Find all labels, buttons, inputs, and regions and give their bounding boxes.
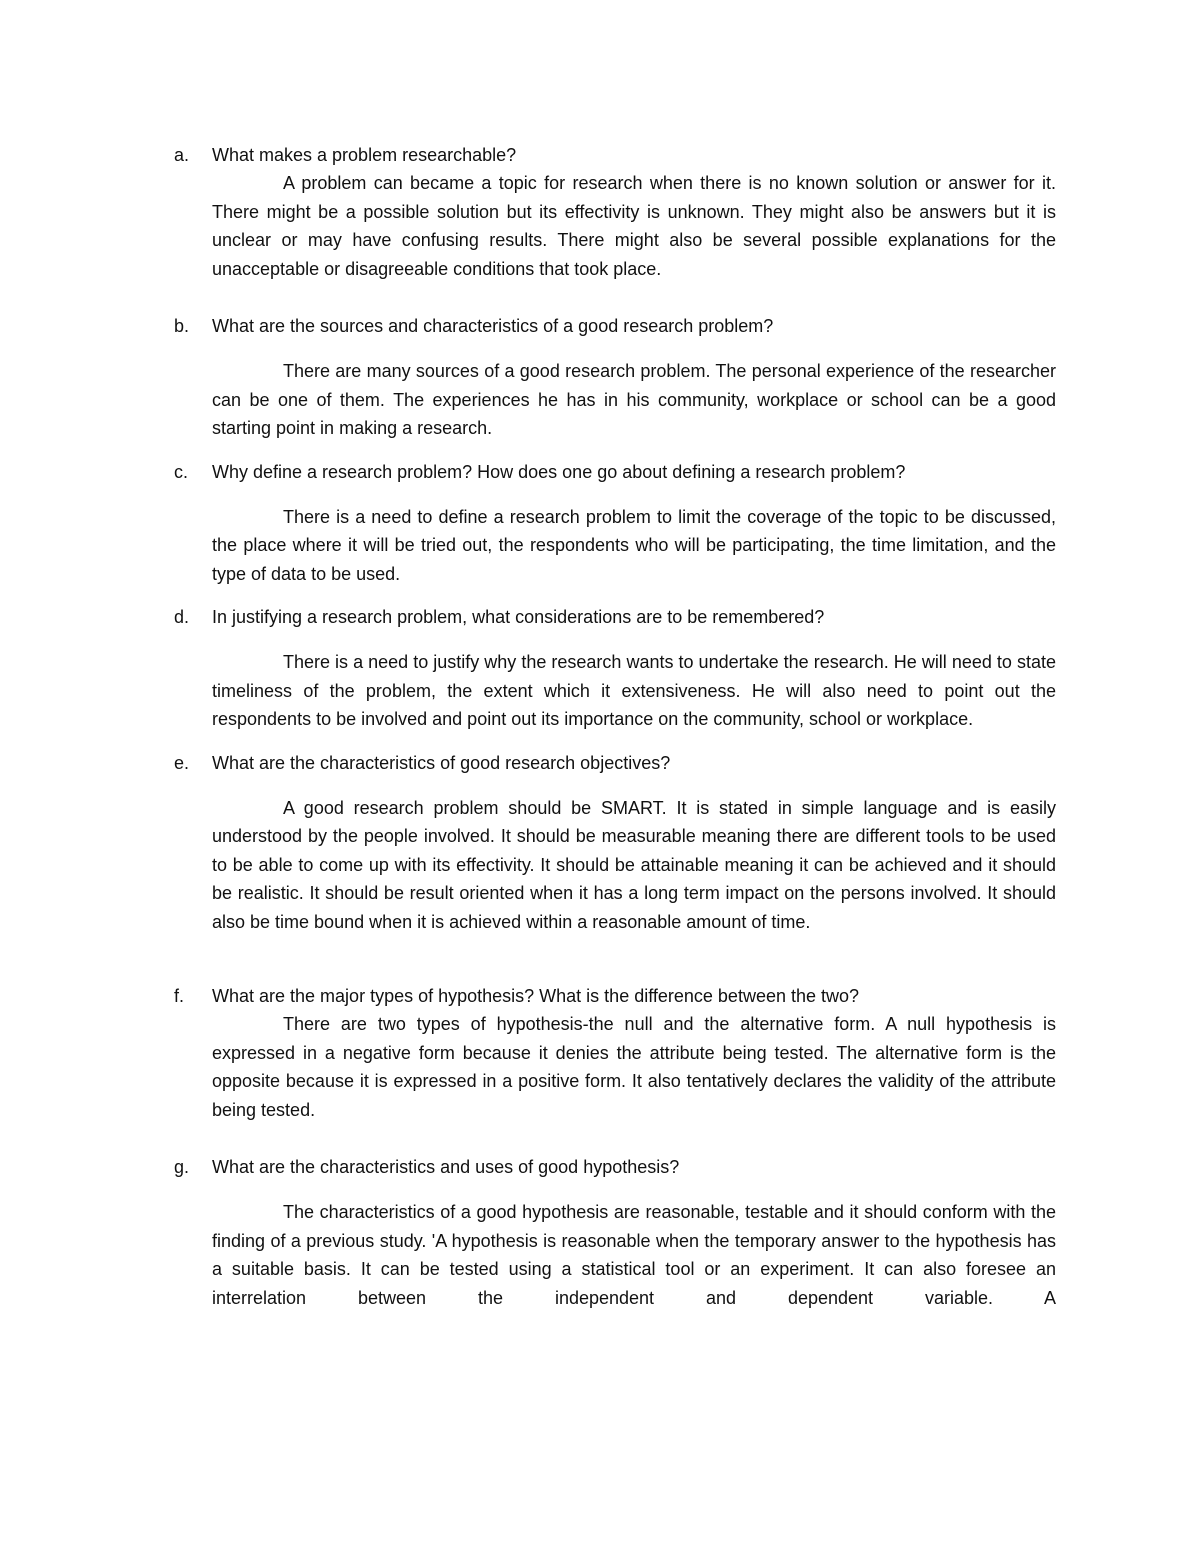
question-item-b <box>174 312 1056 443</box>
question-text: Why define a research problem? How does one go about defining a research problem? <box>212 461 906 482</box>
list-marker: b. <box>174 316 190 336</box>
list-marker: f. <box>174 986 185 1006</box>
question-text: What are the sources and characteristics of a good research problem? <box>212 316 774 336</box>
answer-text: There is a need to define a research problem to limit the coverage of the topic to be discussed, the place where it will be tried out, the respondents who will be participating, the time limitation, and the type of data to be used. <box>212 506 1056 584</box>
answer-text: The characteristics of a good hypothesis are reasonable, testable and it should conform with the finding of a previous study. 'A hypothesis is reasonable when the temporary answer to the hypothesis has a suitable basis. It can be tested using a statistical tool or an experiment. It can also foresee an interrelation between the independent and dependent variable. A <box>212 1202 1056 1308</box>
answer-text: There are many sources of a good research problem. The personal experience of the researcher can be one of them. The experiences he has in his community, workplace or school can be a good starting point in making a research. <box>212 361 1056 438</box>
answer-text: A good research problem should be SMART. It is stated in simple language and is easily understood by the people involved. It should be measurable meaning there are different tools to be used to be able to come up with its effectivity. It should be attainable meaning it can be achieved and it should be realistic. It should be result oriented when it has a long term impact on the persons involved. It should also be time bound when it is achieved within a reasonable amount of time. <box>212 797 1056 932</box>
question-text: What makes a problem researchable? <box>212 145 517 165</box>
question-item-d <box>174 603 1056 734</box>
list-marker: c. <box>174 461 189 482</box>
question-text: What are the characteristics and uses of good hypothesis? <box>212 1157 680 1177</box>
answer-text: There are two types of hypothesis-the null and the alternative form. A null hypothesis is expressed in a negative form because it denies the attribute being tested. The alternative form is the opposite because it is expressed in a positive form. It also tentatively declares the validity of the attribute being tested. <box>212 1014 1056 1120</box>
answer-text: A problem can became a topic for research when there is no known solution or answer for it. There might be a possible solution but its effectivity is unknown. They might also be answers but it is unclear or may have confusing results. There might also be several possible explanations for the unacceptable or disagreeable conditions that took place. <box>212 173 1056 279</box>
question-text: In justifying a research problem, what considerations are to be remembered? <box>212 607 825 627</box>
question-item-f <box>174 982 1056 1124</box>
list-marker: a. <box>174 145 190 165</box>
question-item-a <box>174 141 1056 283</box>
answer-text: There is a need to justify why the research wants to undertake the research. He will need to state timeliness of the problem, the extent which it extensiveness. He will also need to point out the respondents to be involved and point out its importance on the community, school or workplace. <box>212 652 1056 729</box>
list-marker: d. <box>174 607 190 627</box>
question-text: What are the major types of hypothesis? What is the difference between the two? <box>212 986 860 1006</box>
question-item-g <box>174 1153 1056 1312</box>
question-item-e <box>174 749 1056 937</box>
list-marker: e. <box>174 752 190 773</box>
list-marker: g. <box>174 1157 190 1177</box>
question-text: What are the characteristics of good research objectives? <box>212 752 671 773</box>
question-item-c <box>174 458 1056 589</box>
